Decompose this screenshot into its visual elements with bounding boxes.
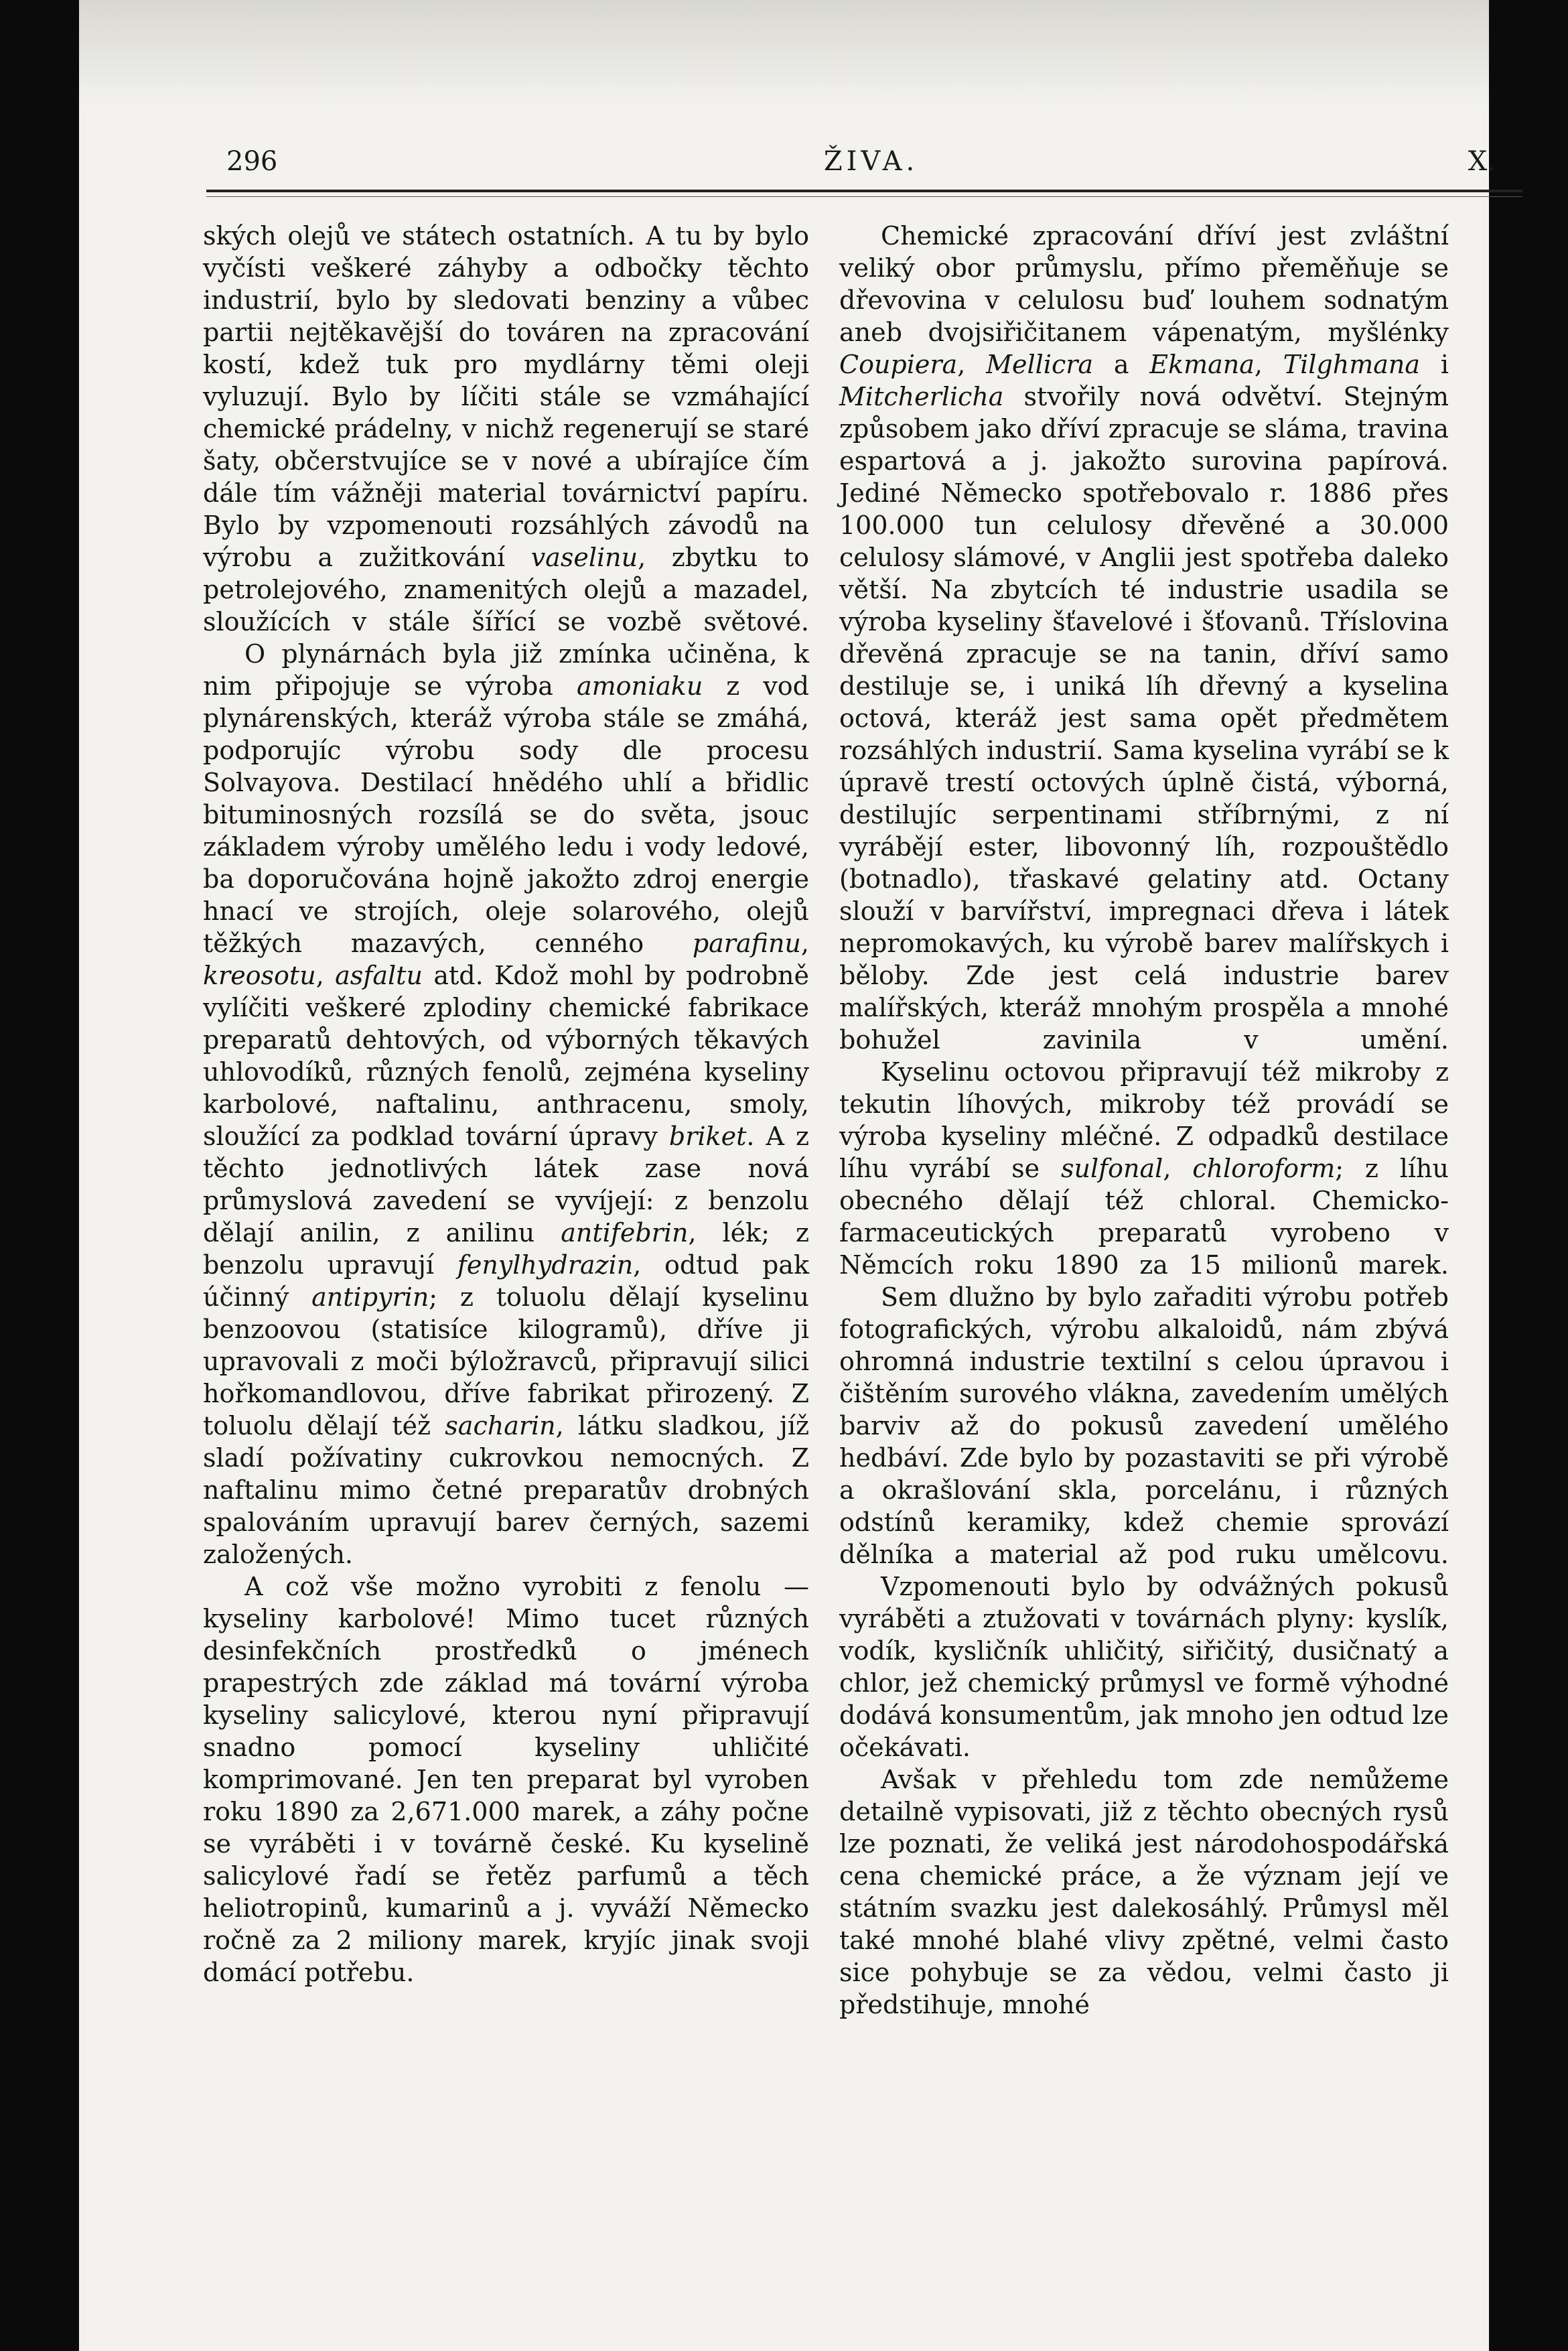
paragraph: Sem dlužno by bylo zařaditi výrobu potřeb fotografických, výrobu alkaloidů, nám zbývá ohromná industrie textilní s celou úpravou i čištěním surového vlákna, zavedením umělých barviv až do pokusů zavedení umělého hedbáví. Zde bylo by pozastaviti se při výrobě a okrašlování skla, porcelánu, i různých odstínů keramiky, kdež chemie sprovází dělníka a material až pod ruku umělcovu. — [839, 1282, 1449, 1569]
paragraph: A což vše možno vyrobiti z fenolu — kyseliny karbolové! Mimo tucet různých desinfekčních prostředků o jménech prapestrých zde základ má tovární výroba kyseliny salicylové, kterou nyní připravují snadno pomocí kyseliny uhličité komprimované. Jen ten preparat byl vyroben roku 1890 za 2,671.000 marek, a záhy počne se vyráběti i v továrně české. Ku kyselině salicylové řadí se řetěz parfumů a těch heliotropinů, kumarinů a j. vyváží Německo ročně za 2 miliony marek, kryjíc jinak svoji domácí potřebu. — [203, 1572, 809, 1987]
paragraph: Avšak v přehledu tom zde nemůžeme detailně vypisovati, již z těchto obecných rysů lze poznati, že veliká jest národohospodářská cena chemické práce, a že význam její ve státním svazku jest dalekosáhlý. Průmysl měl také mnohé blahé vlivy zpětné, velmi často sice pohybuje se za vědou, velmi často ji předstihuje, mnohé — [839, 1765, 1449, 2019]
paragraph: O plynárnách byla již zmínka učiněna, k nim připojuje se výroba amoniaku z vod plynárenských, kteráž výroba stále se zmáhá, podporujíc výrobu sody dle procesu Solvayova. Destilací hnědého uhlí a břidlic bituminosných rozsílá se do světa, jsouc základem výroby umělého ledu i vody ledové, ba doporučována hojně jakožto zdroj energie hnací ve strojích, oleje solarového, olejů těžkých mazavých, cenného parafinu, kreosotu, asfaltu atd. Kdož mohl by podrobně vylíčiti veškeré zplodiny chemické fabrikace preparatů dehtových, od výborných těkavých uhlovodíků, různých fenolů, zejména kyseliny karbolové, naftalinu, anthracenu, smoly, sloužící za podklad tovární úpravy briket. A z těchto jednotlivých látek zase nová průmyslová zavedení se vyvíjejí: z benzolu dělají anilin, z anilinu antifebrin, lék; z benzolu upravují fenylhydrazin, odtud pak účinný antipyrin; z toluolu dělají kyselinu benzoovou (statisíce kilogramů), dříve ji upravovali z moči býložravců, připravují silici hořkomandlovou, dříve fabrikat přirozený. Z toluolu dělají též sacharin, látku sladkou, jíž sladí požívatiny cukrovkou nemocných. Z naftalinu mimo četné preparatův drobných spalováním upravují barev černých, sazemi založených. — [203, 639, 810, 1569]
paragraph: Kyselinu octovou připravují též mikroby z tekutin líhových, mikroby též provádí se výroba kyseliny mléčné. Z odpadků destilace líhu vyrábí se sulfonal, chloroform; z líhu obecného dělají též chloral. Chemicko-farmaceutických preparatů vyrobeno v Němcích roku 1890 za 15 milionů marek. — [839, 1057, 1449, 1280]
left-column — [203, 220, 809, 1989]
page-number: 296 — [226, 146, 278, 177]
page-sheet — [79, 0, 1496, 2351]
right-column — [839, 220, 1449, 2021]
journal-title: ŽIVA. — [823, 146, 919, 177]
paragraph: Vzpomenouti bylo by odvážných pokusů vyráběti a ztužovati v továrnách plyny: kyslík, vodík, kysličník uhličitý, siřičitý, dusičnatý a chlor, jež chemický průmysl ve formě výhodné dodává konsumentům, jak mnoho jen odtud lze očekávati. — [839, 1572, 1449, 1762]
paragraph: ských olejů ve státech ostatních. A tu by bylo vyčísti veškeré záhyby a odbočky těchto industrií, bylo by sledovati benziny a vůbec partii nejtěkavější do továren na zpracování kostí, kdež tuk pro mydlárny těmi oleji vyluzují. Bylo by líčiti stále se vzmáhající chemické prádelny, v nichž regenerují se staré šaty, občerstvujíce se v nové a ubírajíce čím dále tím vážněji material továrnictví papíru. Bylo by vzpomenouti rozsáhlých závodů na výrobu a zužitkování vaselinu, zbytku to petrolejového, znamenitých olejů a mazadel, sloužících v stále šířící se vozbě světové. — [203, 221, 809, 636]
page-header — [226, 146, 1516, 186]
header-rule-thin — [206, 196, 1522, 197]
paragraph: Chemické zpracování dříví jest zvláštní veliký obor průmyslu, přímo přeměňuje se dřevovina v celulosu buď louhem sodnatým aneb dvojsiřičitanem vápenatým, myšlénky Coupiera, Mellicra a Ekmana, Tilghmana i Mitcherlicha stvořily nová odvětví. Stejným způsobem jako dříví zpracuje se sláma, travina espartová a j. jakožto surovina papírová. Jediné Německo spotřebovalo r. 1886 přes 100.000 tun celulosy dřevěné a 30.000 celulosy slámové, v Anglii jest spotřeba daleko větší. Na zbytcích té industrie usadila se výroba kyseliny šťavelové i šťovanů. Tříslovina dřevěná zpracuje se na tanin, dříví samo destiluje se, i uniká líh dřevný a kyselina octová, kteráž jest sama opět předmětem rozsáhlých industrií. Sama kyselina vyrábí se k úpravě trestí octových úplně čistá, výborná, destilujíc serpentinami stříbrnými, z ní vyrábějí ester, libovonný líh, rozpouštědlo (botnadlo), třaskavé gelatiny atd. Octany slouží v barvířství, impregnaci dřeva i látek nepromokavých, ku výrobě barev malířskych i běloby. Zde jest celá industrie barev malířských, kteráž mnohým prospěla a mnohé bohužel zavinila v umění. — [839, 221, 1449, 1055]
header-rule — [206, 190, 1522, 192]
volume-number: X. — [1468, 146, 1496, 177]
